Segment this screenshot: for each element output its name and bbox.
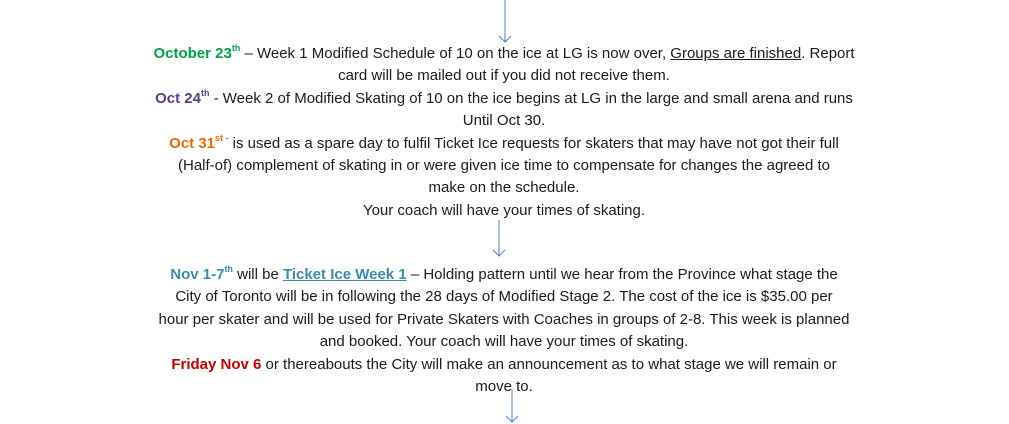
nov6-paragraph: [100, 354, 908, 399]
oct23-date: October 23th: [153, 43, 241, 62]
oct31-line3: make on the schedule.: [428, 179, 580, 197]
oct23-paragraph: October 23th – Week 1 Modified Schedule of 10 on the ice at LG is now over, Groups are finished. Report card will be mailed out if you did not receive them.: [100, 43, 908, 88]
coach-note: Your coach will have your times of skating.: [362, 201, 646, 219]
down-arrow-icon: [492, 220, 506, 258]
nov1-line4: and booked. Your coach will have your times of skating.: [319, 333, 689, 351]
down-arrow-icon: [498, 0, 512, 44]
oct24-text: - Week 2 of Modified Skating of 10 on the ice begins at LG in the large and small arena and runs: [209, 89, 853, 107]
schedule-section-2: [100, 264, 908, 398]
nov1-line2: City of Toronto will be in following the 28 days of Modified Stage 2. The cost of the ice is $35.00 per: [175, 288, 833, 306]
ticket-ice-week-link[interactable]: Ticket Ice Week 1: [282, 266, 407, 283]
nov6-text: or thereabouts the City will make an announcement as to what stage we will remain or: [261, 355, 837, 373]
oct23-text: – Week 1 Modified Schedule of 10 on the ice at LG is now over,: [240, 45, 671, 62]
schedule-section-1: [100, 43, 908, 222]
oct31-date: Oct $31^{st -}$: [169, 132, 229, 152]
nov1-line3: hour per skater and will be used for Private Skaters with Coaches in groups of 2-8. This week is planned: [158, 310, 850, 328]
nov6-date: Friday Nov 6: [171, 355, 262, 373]
nov1-paragraph: Nov 1-7th will be Ticket Ice Week 1 – Holding pattern until we hear from the Province what stage the City of Toronto will be in following the 28 days of Modified Stage 2. The cost of the ice is $35.00 per hour per skater and will be used for Private Skaters with Coaches in groups of 2-8. This week is planned and booked. Your coach will have your times of skating.: [100, 264, 908, 354]
groups-finished-link[interactable]: Groups are finished: [670, 45, 802, 62]
oct24-date: Oct 24th: [155, 87, 210, 107]
nov6-line2: move to.: [475, 378, 533, 396]
oct31-line2: (Half-of) complement of skating in or were given ice time to compensate for changes the agreed to: [178, 157, 830, 175]
oct31-text: is used as a spare day to fulfil Ticket Ice requests for skaters that may have not got their full: [228, 134, 839, 152]
oct23-line2: card will be mailed out if you did not receive them.: [338, 67, 670, 85]
oct31-paragraph: [100, 133, 908, 200]
oct24-paragraph: [100, 88, 908, 133]
oct24-line2: Until Oct 30.: [462, 112, 546, 130]
nov1-date: Nov 1-7th: [170, 264, 233, 283]
